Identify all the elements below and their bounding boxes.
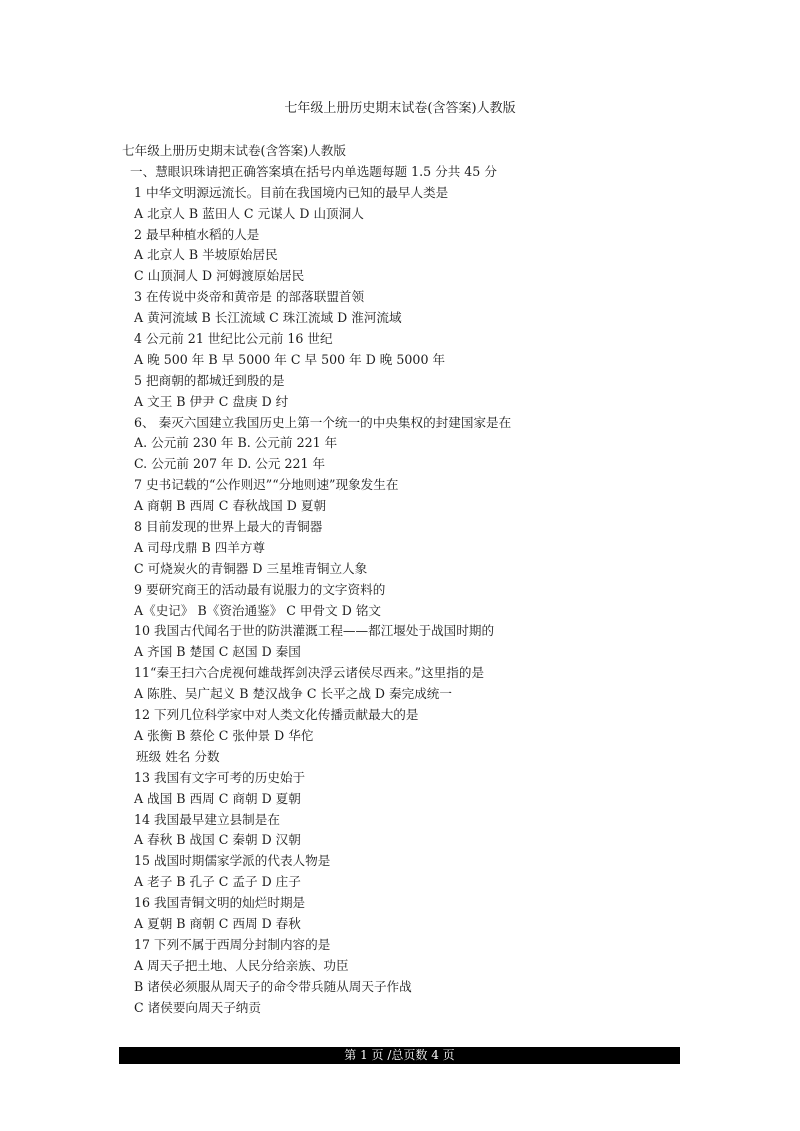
options-line: A. 公元前 230 年 B. 公元前 221 年 (134, 435, 338, 451)
question-line: 9 要研究商王的活动最有说服力的文字资料的 (134, 581, 386, 597)
question-line: 10 我国古代闻名于世的防洪灌溉工程——都江堰处于战国时期的 (134, 623, 495, 639)
options-line: A 周天子把土地、人民分给亲族、功臣 (134, 957, 349, 973)
question-line: 13 我国有文字可考的历史始于 (134, 769, 306, 785)
options-line: A 黄河流域 B 长江流域 C 珠江流域 D 淮河流域 (134, 310, 402, 326)
question-line: 8 目前发现的世界上最大的青铜器 (134, 519, 323, 535)
question-line: 6、 秦灭六国建立我国历史上第一个统一的中央集权的封建国家是在 (134, 414, 512, 430)
question-line: 16 我国青铜文明的灿烂时期是 (134, 895, 306, 911)
options-line: A 北京人 B 半坡原始居民 (134, 247, 278, 263)
options-line: C. 公元前 207 年 D. 公元 221 年 (134, 456, 326, 472)
options-line: A 老子 B 孔子 C 孟子 D 庄子 (134, 874, 301, 890)
options-line: A 齐国 B 楚国 C 赵国 D 秦国 (134, 644, 301, 660)
page-number-label: 第 1 页 /总页数 4 页 (344, 1048, 455, 1062)
subtitle-line: 七年级上册历史期末试卷(含答案)人教版 (122, 143, 346, 158)
question-line: 4 公元前 21 世纪比公元前 16 世纪 (134, 331, 333, 347)
question-line: 3 在传说中炎帝和黄帝是 的部落联盟首领 (134, 289, 365, 305)
question-line: 12 下列几位科学家中对人类文化传播贡献最大的是 (134, 707, 419, 723)
options-line: A 晚 500 年 B 早 5000 年 C 早 500 年 D 晚 5000 年 (134, 351, 446, 367)
options-line: A 陈胜、吴广起义 B 楚汉战争 C 长平之战 D 秦完成统一 (134, 686, 452, 702)
options-line: B 诸侯必须服从周天子的命令带兵随从周天子作战 (134, 978, 412, 994)
options-line: A 战国 B 西周 C 商朝 D 夏朝 (134, 790, 301, 806)
document-title: 七年级上册历史期末试卷(含答案)人教版 (284, 101, 516, 116)
options-line: A 司母戊鼎 B 四羊方尊 (134, 539, 266, 555)
question-line: 2 最早种植水稻的人是 (134, 226, 260, 242)
document-body (122, 141, 682, 1018)
page-footer (119, 1047, 680, 1064)
options-line: C 可烧炭火的青铜器 D 三星堆青铜立人象 (134, 560, 368, 576)
section-heading: 一、慧眼识珠请把正确答案填在括号内单选题每题 1.5 分共 45 分 (130, 163, 497, 179)
options-line: A 北京人 B 蓝田人 C 元谋人 D 山顶洞人 (134, 205, 364, 221)
options-line: C 山顶洞人 D 河姆渡原始居民 (134, 268, 305, 284)
options-line: A《史记》 B《资治通鉴》 C 甲骨文 D 铭文 (134, 602, 382, 618)
question-line: 11“秦王扫六合虎视何雄哉挥剑决浮云诸侯尽西来。”这里指的是 (134, 665, 485, 681)
question-line: 14 我国最早建立县制是在 (134, 811, 280, 827)
class-name-score-line: 班级 姓名 分数 (136, 748, 220, 764)
options-line: C 诸侯要向周天子纳贡 (134, 999, 261, 1015)
options-line: A 商朝 B 西周 C 春秋战国 D 夏朝 (134, 498, 327, 514)
options-line: A 春秋 B 战国 C 秦朝 D 汉朝 (134, 832, 301, 848)
options-line: A 夏朝 B 商朝 C 西周 D 春秋 (134, 915, 301, 931)
options-line: A 张衡 B 蔡伦 C 张仲景 D 华佗 (134, 727, 314, 743)
question-line: 1 中华文明源远流长。目前在我国境内已知的最早人类是 (134, 184, 449, 200)
question-line: 15 战国时期儒家学派的代表人物是 (134, 853, 331, 869)
question-line: 5 把商朝的都城迁到殷的是 (134, 372, 285, 388)
question-line: 17 下列不属于西周分封制内容的是 (134, 936, 331, 952)
options-line: A 文王 B 伊尹 C 盘庚 D 纣 (134, 393, 289, 409)
question-line: 7 史书记载的“公作则迟”“分地则速”现象发生在 (134, 477, 399, 493)
